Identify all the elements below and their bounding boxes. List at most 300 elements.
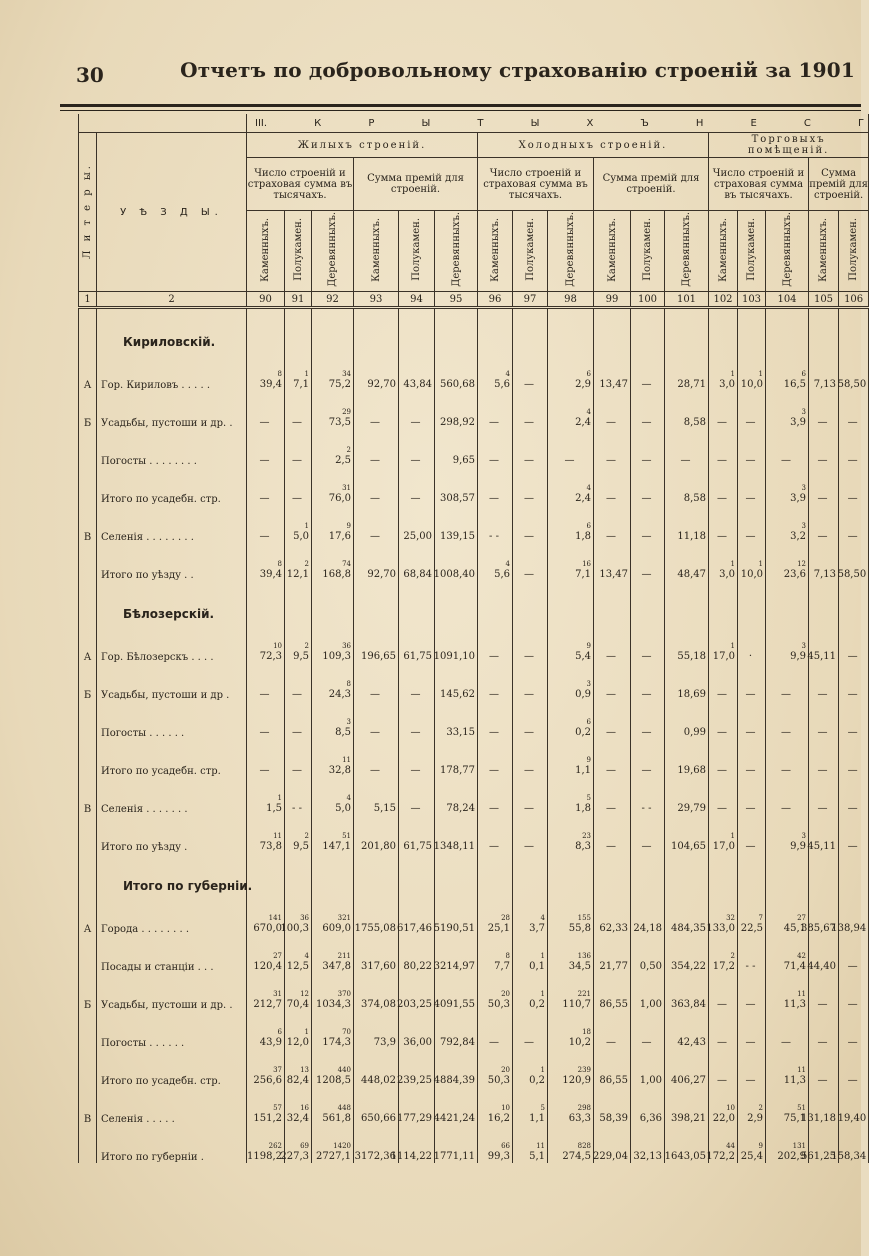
header-trade: Торговыхъ помѣщеній. xyxy=(709,133,869,158)
cell-value: 650,66 xyxy=(361,1113,396,1124)
table-cell xyxy=(312,1125,354,1163)
cell-value: 448,02 xyxy=(361,1075,396,1086)
table-cell xyxy=(435,701,478,739)
cell-count: 13 xyxy=(300,1066,309,1074)
table-cell xyxy=(709,935,738,973)
table-cell xyxy=(548,1125,594,1163)
cell-value: — xyxy=(641,841,652,852)
table-cell xyxy=(247,663,285,701)
cell-value: — xyxy=(410,727,421,738)
cell-value: — xyxy=(717,803,727,814)
cell-value: — xyxy=(524,379,534,390)
table-cell xyxy=(513,391,548,429)
table-cell xyxy=(709,391,738,429)
cell-count: 4 xyxy=(505,560,510,568)
table-cell xyxy=(285,701,312,739)
table-cell xyxy=(354,897,399,935)
cell-count: 4 xyxy=(586,484,591,492)
cell-value: 9,5 xyxy=(293,651,309,662)
cell-value: 109,3 xyxy=(322,651,351,662)
cell-value: 202,9 xyxy=(777,1151,806,1162)
cell-value: 16,2 xyxy=(487,1113,510,1124)
cell-value: 5,6 xyxy=(494,379,510,390)
cell-count: 298 xyxy=(577,1104,591,1112)
section-letter: Р xyxy=(368,117,375,129)
table-cell xyxy=(839,777,869,815)
table-cell xyxy=(247,739,285,777)
table-cell xyxy=(831,897,869,935)
column-number: 91 xyxy=(285,292,312,308)
table-cell xyxy=(435,543,478,581)
cell-value: — xyxy=(489,689,499,700)
cell-count: 3 xyxy=(801,522,806,530)
table-row xyxy=(79,543,869,581)
cell-value: 11,3 xyxy=(783,1075,806,1086)
table-cell xyxy=(665,429,709,467)
table-cell xyxy=(247,467,285,505)
cell-value: 1348,11 xyxy=(433,841,475,852)
cell-value: 2727,1 xyxy=(316,1151,351,1162)
row-label: Усадьбы, пустоши и др. . xyxy=(97,391,247,429)
header-premium-residential: Сумма премій для строеній. xyxy=(354,158,478,211)
cell-value: 55,18 xyxy=(677,651,706,662)
table-cell xyxy=(478,391,513,429)
table-cell xyxy=(594,391,631,429)
cell-value: — xyxy=(745,803,756,814)
cell-count: 136 xyxy=(577,952,591,960)
cell-value: 19,40 xyxy=(837,1113,867,1124)
table-cell xyxy=(766,625,809,663)
cell-count: 1 xyxy=(730,832,735,840)
cell-value: — xyxy=(817,1037,828,1048)
table-cell xyxy=(594,777,631,815)
table-cell xyxy=(839,353,869,391)
header-count-trade: Число строеній и страховая сумма въ тысячахъ. xyxy=(709,158,809,211)
cell-value: — xyxy=(717,531,727,542)
table-cell xyxy=(285,739,312,777)
table-cell xyxy=(594,543,631,581)
table-cell xyxy=(435,777,478,815)
table-cell xyxy=(435,391,478,429)
cell-value: 13,47 xyxy=(599,379,628,390)
cell-value: 308,57 xyxy=(440,493,475,504)
table-cell xyxy=(435,935,478,973)
district-heading: Кириловскій. xyxy=(97,308,247,354)
cell-value: — xyxy=(817,417,828,428)
cell-value: — xyxy=(370,417,380,428)
table-cell xyxy=(809,543,839,581)
section-letter: Ы xyxy=(530,117,540,129)
table-cell xyxy=(399,777,435,815)
table-cell xyxy=(839,1011,869,1049)
header-count-cold: Число строеній и страховая сумма въ тысячахъ. xyxy=(478,158,594,211)
cell-value: — xyxy=(370,689,380,700)
cell-value: 110,7 xyxy=(562,999,591,1010)
table-cell xyxy=(738,467,766,505)
table-cell xyxy=(766,543,809,581)
row-litera: В xyxy=(79,777,97,815)
cell-value: — xyxy=(606,727,616,738)
table-cell xyxy=(435,815,478,853)
cell-value: — xyxy=(817,803,828,814)
cell-value: — xyxy=(717,1037,727,1048)
cell-value: 1034,3 xyxy=(316,999,351,1010)
table-row xyxy=(79,467,869,505)
row-litera: А xyxy=(79,897,97,935)
row-litera xyxy=(79,1125,97,1163)
row-label: Итого по уѣзду . xyxy=(97,815,247,853)
header-residential: Жилыхъ строеній. xyxy=(247,133,478,158)
table-row xyxy=(79,935,869,973)
table-cell xyxy=(631,429,665,467)
cell-value: — xyxy=(410,455,421,466)
cell-value: — xyxy=(847,455,858,466)
column-number: 104 xyxy=(766,292,809,308)
cell-value: 5,4 xyxy=(575,651,591,662)
cell-count: 2 xyxy=(304,560,309,568)
table-cell xyxy=(513,353,548,391)
cell-value: — xyxy=(259,455,270,466)
cell-value: — xyxy=(817,727,828,738)
table-cell xyxy=(665,739,709,777)
cell-value: 1643,05 xyxy=(664,1151,706,1162)
table-cell xyxy=(513,1087,548,1125)
cell-value: 172,2 xyxy=(706,1151,735,1162)
cell-value: 0,99 xyxy=(683,727,706,738)
table-cell xyxy=(312,1049,354,1087)
cell-value: 21,77 xyxy=(599,961,628,972)
table-cell xyxy=(766,739,809,777)
table-cell xyxy=(709,1049,738,1087)
cell-count: 34 xyxy=(342,370,351,378)
table-cell xyxy=(478,625,513,663)
cell-value: 45,11 xyxy=(807,841,836,852)
table-cell xyxy=(354,1049,399,1087)
cell-value: 1755,08 xyxy=(354,923,396,934)
row-litera xyxy=(79,701,97,739)
table-cell xyxy=(354,815,399,853)
table-cell xyxy=(766,429,809,467)
cell-value: 62,33 xyxy=(599,923,628,934)
table-cell xyxy=(839,391,869,429)
cell-value: 3,7 xyxy=(529,923,545,934)
cell-value: 120,9 xyxy=(562,1075,591,1086)
table-cell xyxy=(548,935,594,973)
table-cell xyxy=(399,897,435,935)
table-cell xyxy=(312,353,354,391)
cell-value: — xyxy=(606,689,616,700)
cell-value: — xyxy=(524,493,534,504)
cell-value: 17,0 xyxy=(712,841,735,852)
table-cell xyxy=(665,353,709,391)
cell-value: — xyxy=(489,455,499,466)
table-row xyxy=(79,353,869,391)
table-cell xyxy=(738,973,766,1011)
cell-value: 25,1 xyxy=(487,923,510,934)
table-cell xyxy=(665,701,709,739)
cell-value: — xyxy=(606,531,616,542)
table-cell xyxy=(738,701,766,739)
table-cell xyxy=(631,935,665,973)
header-column-type: Полукамен. xyxy=(285,211,312,292)
table-row xyxy=(79,1011,869,1049)
table-cell xyxy=(247,777,285,815)
cell-value: 212,7 xyxy=(253,999,282,1010)
table-cell xyxy=(766,353,809,391)
cell-value: 12,0 xyxy=(286,1037,309,1048)
cell-value: 70,4 xyxy=(286,999,309,1010)
table-cell xyxy=(738,505,766,543)
table-cell xyxy=(478,739,513,777)
table-cell xyxy=(548,663,594,701)
cell-value: 0,2 xyxy=(575,727,591,738)
table-cell xyxy=(738,739,766,777)
table-cell xyxy=(312,1011,354,1049)
cell-count: 11 xyxy=(342,756,351,764)
table-cell xyxy=(706,897,738,935)
row-litera xyxy=(79,429,97,467)
table-cell xyxy=(631,663,665,701)
cell-value: 22,5 xyxy=(740,923,763,934)
table-cell xyxy=(354,777,399,815)
table-cell xyxy=(478,935,513,973)
header-cold: Холодныхъ строеній. xyxy=(478,133,709,158)
table-cell xyxy=(594,935,631,973)
cell-count: 4 xyxy=(505,370,510,378)
cell-count: 1 xyxy=(540,1066,545,1074)
table-cell xyxy=(513,897,548,935)
cell-value: 1,8 xyxy=(575,803,591,814)
table-cell xyxy=(594,739,631,777)
table-cell xyxy=(809,663,839,701)
column-number: 2 xyxy=(97,292,247,308)
cell-count: 10 xyxy=(726,1104,735,1112)
table-cell xyxy=(399,663,435,701)
cell-value: — xyxy=(745,455,756,466)
cell-value: 45,1 xyxy=(783,923,806,934)
table-cell xyxy=(839,973,869,1011)
cell-value: — xyxy=(524,651,534,662)
cell-count: 5 xyxy=(586,794,591,802)
cell-value: 8,58 xyxy=(683,417,706,428)
cell-value: — xyxy=(524,531,534,542)
table-cell xyxy=(312,701,354,739)
table-cell xyxy=(247,1087,285,1125)
cell-value: — xyxy=(641,1037,652,1048)
table-cell xyxy=(399,505,435,543)
header-column-type: Полукамен. xyxy=(839,211,869,292)
row-litera: Б xyxy=(79,391,97,429)
cell-value: 86,55 xyxy=(599,999,628,1010)
table-cell xyxy=(280,897,312,935)
cell-count: 1 xyxy=(304,370,309,378)
table-cell xyxy=(831,1125,869,1163)
table-cell xyxy=(594,353,631,391)
table-cell xyxy=(247,625,285,663)
cell-count: 31 xyxy=(273,990,282,998)
cell-value: 158,34 xyxy=(831,1151,867,1162)
cell-value: — xyxy=(370,531,380,542)
table-cell xyxy=(631,1087,665,1125)
table-cell xyxy=(839,429,869,467)
table-cell xyxy=(665,663,709,701)
table-cell xyxy=(548,777,594,815)
cell-count: 828 xyxy=(577,1142,591,1150)
table-cell xyxy=(631,505,665,543)
cell-value: 5,1 xyxy=(529,1151,545,1162)
table-cell xyxy=(709,663,738,701)
cell-count: 3 xyxy=(801,832,806,840)
cell-value: — xyxy=(781,803,791,814)
district-heading: Итого по губерніи. xyxy=(97,853,247,897)
table-cell xyxy=(809,1011,839,1049)
cell-value: 17,6 xyxy=(328,531,351,542)
cell-value: — xyxy=(641,765,652,776)
column-number: 99 xyxy=(594,292,631,308)
table-cell xyxy=(513,663,548,701)
table-cell xyxy=(665,777,709,815)
cell-count: 1 xyxy=(758,560,763,568)
cell-value: — xyxy=(524,689,534,700)
cell-value: — xyxy=(641,689,652,700)
table-cell xyxy=(809,625,839,663)
cell-count: 141 xyxy=(268,914,282,922)
cell-value: — xyxy=(717,1075,727,1086)
cell-count: 4 xyxy=(304,952,309,960)
table-cell xyxy=(766,663,809,701)
row-label: Гор. Бѣлозерскъ . . . . xyxy=(97,625,247,663)
cell-count: 16 xyxy=(582,560,591,568)
cell-value: — xyxy=(370,727,380,738)
cell-value: — xyxy=(606,651,616,662)
cell-value: 131,18 xyxy=(801,1113,836,1124)
table-cell xyxy=(631,973,665,1011)
table-cell xyxy=(478,505,513,543)
table-cell xyxy=(478,543,513,581)
table-cell xyxy=(738,1087,766,1125)
row-litera: Б xyxy=(79,973,97,1011)
table-cell xyxy=(738,1049,766,1087)
table-cell xyxy=(665,625,709,663)
cell-value: — xyxy=(745,689,756,700)
table-cell xyxy=(594,1011,631,1049)
table-row xyxy=(79,701,869,739)
table-cell xyxy=(709,353,738,391)
table-cell xyxy=(631,391,665,429)
table-row xyxy=(79,777,869,815)
cell-count: 6 xyxy=(277,1028,282,1036)
table-cell xyxy=(285,663,312,701)
cell-value: 55,8 xyxy=(568,923,591,934)
cell-count: 1 xyxy=(730,642,735,650)
table-cell xyxy=(354,625,399,663)
cell-value: — xyxy=(606,765,616,776)
table-cell xyxy=(478,1125,513,1163)
column-number: 94 xyxy=(399,292,435,308)
table-cell xyxy=(665,815,709,853)
cell-count: 20 xyxy=(501,1066,510,1074)
cell-value: — xyxy=(745,765,756,776)
header-count-residential: Число строеній и страховая сумма въ тысячахъ. xyxy=(247,158,354,211)
cell-value: 73,9 xyxy=(373,1037,396,1048)
cell-value: 2,5 xyxy=(335,455,351,466)
cell-value: — xyxy=(745,417,756,428)
row-litera: А xyxy=(79,353,97,391)
cell-value: 43,9 xyxy=(259,1037,282,1048)
cell-count: 3 xyxy=(801,408,806,416)
cell-value: 133,0 xyxy=(706,923,735,934)
cell-value: — xyxy=(641,531,652,542)
cell-value: 561,25 xyxy=(801,1151,836,1162)
table-cell xyxy=(738,391,766,429)
table-cell xyxy=(665,897,709,935)
row-litera: А xyxy=(79,625,97,663)
cell-value: 7,13 xyxy=(813,569,836,580)
cell-value: — xyxy=(524,727,534,738)
cell-value: 78,24 xyxy=(446,803,475,814)
table-cell xyxy=(709,973,738,1011)
cell-value: — xyxy=(489,651,499,662)
cell-count: 6 xyxy=(586,370,591,378)
table-cell xyxy=(594,1049,631,1087)
cell-count: 5 xyxy=(540,1104,545,1112)
cell-count: 3 xyxy=(801,484,806,492)
table-cell xyxy=(738,897,766,935)
cell-value: 1198,2 xyxy=(247,1151,282,1162)
cell-value: — xyxy=(410,493,421,504)
table-cell xyxy=(631,739,665,777)
header-column-type: Каменныхъ. xyxy=(247,211,285,292)
cell-value: 7,7 xyxy=(494,961,510,972)
cell-count: 1 xyxy=(758,370,763,378)
table-cell xyxy=(594,467,631,505)
table-cell xyxy=(738,663,766,701)
cell-value: 298,92 xyxy=(440,417,475,428)
table-cell xyxy=(354,543,399,581)
cell-value: 484,35 xyxy=(671,923,706,934)
cell-count: 66 xyxy=(501,1142,510,1150)
row-label: Усадьбы, пустоши и др. . xyxy=(97,973,247,1011)
cell-value: — xyxy=(410,765,421,776)
table-cell xyxy=(665,973,709,1011)
cell-value: — xyxy=(817,765,828,776)
cell-value: — xyxy=(524,1037,534,1048)
cell-value: 43,84 xyxy=(403,379,432,390)
cell-value: 1,1 xyxy=(575,765,591,776)
cell-count: 57 xyxy=(273,1104,282,1112)
cell-value: 3,0 xyxy=(719,379,735,390)
cell-count: 2 xyxy=(304,832,309,840)
cell-value: 398,21 xyxy=(671,1113,706,1124)
cell-count: 1 xyxy=(540,990,545,998)
table-cell xyxy=(513,467,548,505)
section-letter: III. xyxy=(255,117,268,129)
table-cell xyxy=(738,815,766,853)
cell-count: 440 xyxy=(337,1066,351,1074)
row-label: Города . . . . . . . . xyxy=(97,897,247,935)
cell-value: — xyxy=(847,689,858,700)
table-cell xyxy=(839,625,869,663)
column-number: 97 xyxy=(513,292,548,308)
cell-value: — xyxy=(292,689,302,700)
table-cell xyxy=(809,815,839,853)
cell-count: 1420 xyxy=(333,1142,351,1150)
cell-value: — xyxy=(524,803,534,814)
cell-value: 12,1 xyxy=(286,569,309,580)
cell-count: 9 xyxy=(586,642,591,650)
table-cell xyxy=(435,973,478,1011)
cell-value: — xyxy=(370,493,380,504)
